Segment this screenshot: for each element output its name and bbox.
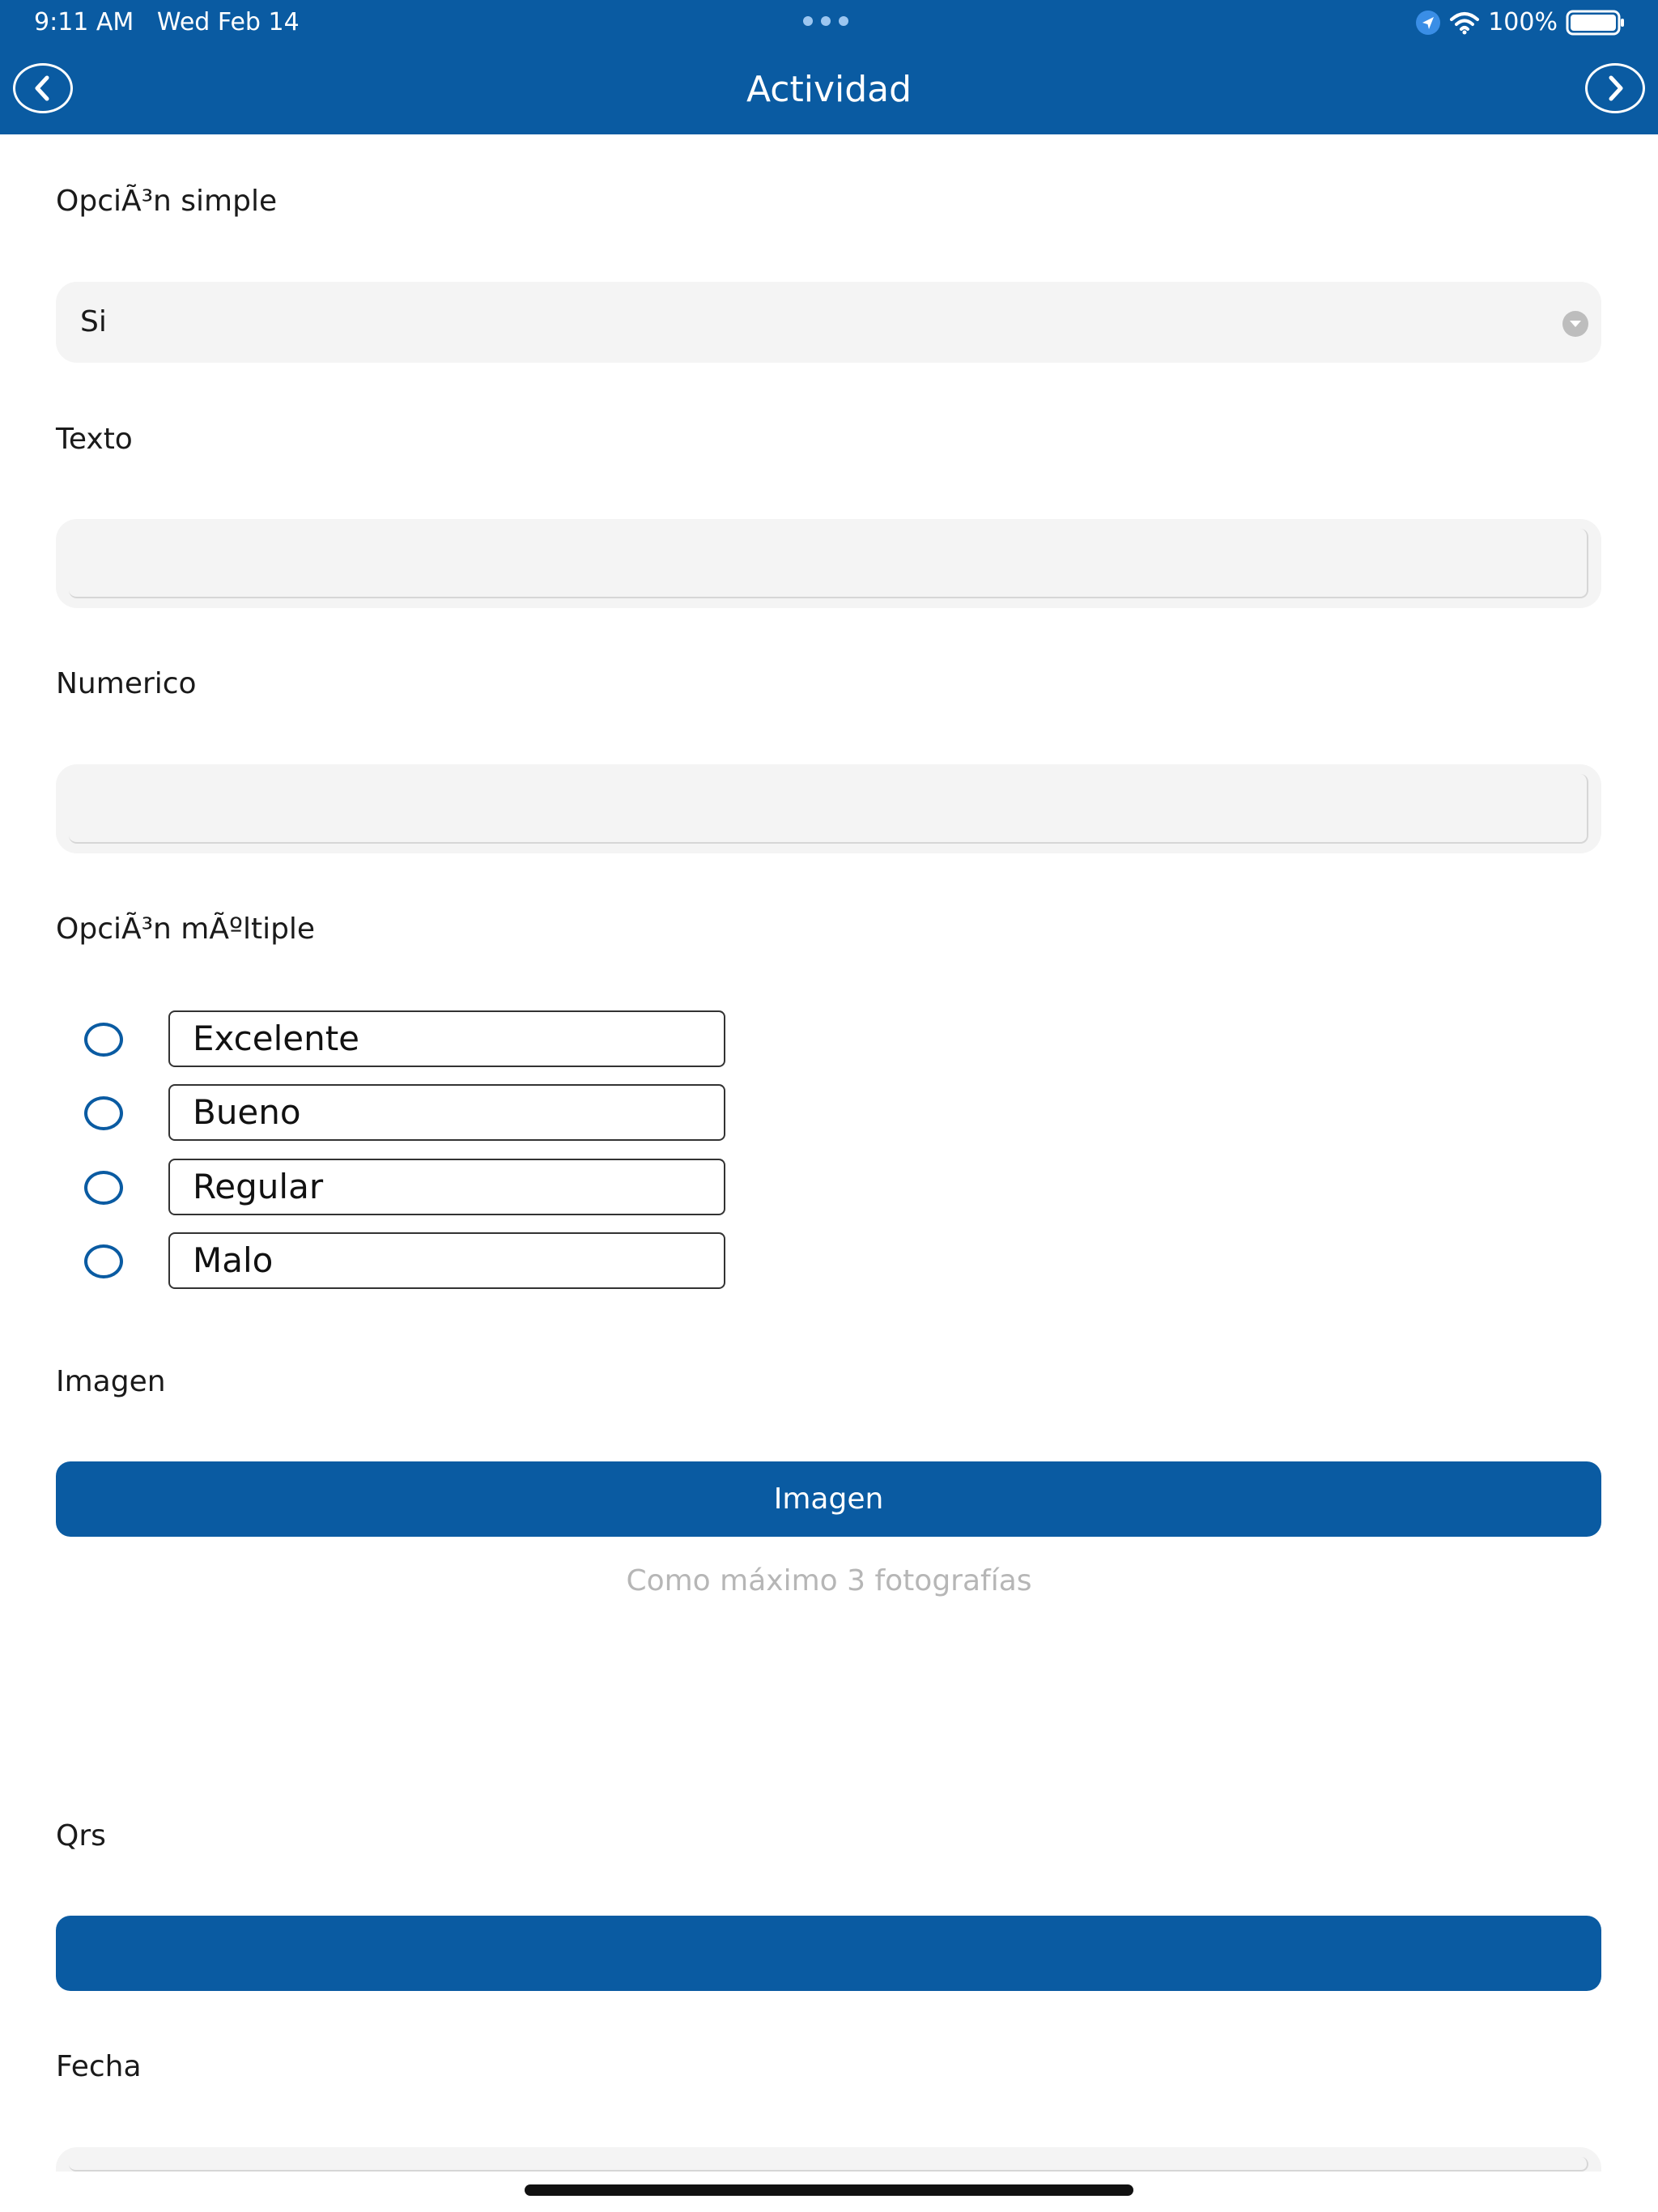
radio-button[interactable] (84, 1096, 123, 1130)
status-date: Wed Feb 14 (156, 8, 300, 36)
image-button[interactable]: Imagen (56, 1461, 1601, 1537)
simple-choice-label: OpciÃ³n simple (56, 185, 278, 218)
location-icon (1415, 10, 1441, 36)
date-input[interactable] (69, 2157, 1588, 2172)
forward-button[interactable] (1585, 63, 1645, 113)
option-label[interactable]: Regular (168, 1159, 725, 1215)
page-title: Actividad (746, 69, 912, 110)
option-label[interactable]: Malo (168, 1232, 725, 1289)
numeric-field[interactable] (56, 764, 1601, 853)
battery-icon (1566, 9, 1626, 36)
option-regular[interactable] (84, 1159, 732, 1215)
date-field[interactable] (56, 2147, 1601, 2172)
numeric-label: Numerico (56, 667, 197, 700)
text-label: Texto (56, 423, 133, 456)
status-indicators (1415, 8, 1626, 37)
image-label: Imagen (56, 1365, 166, 1398)
image-hint: Como máximo 3 fotografías (626, 1564, 1032, 1597)
home-indicator[interactable] (525, 2184, 1133, 2196)
multitasking-dots-icon[interactable] (803, 16, 848, 26)
option-malo[interactable] (84, 1232, 732, 1289)
status-time: 9:11 AM (34, 8, 134, 36)
chevron-down-icon (1562, 311, 1588, 337)
option-bueno[interactable] (84, 1084, 732, 1141)
text-input[interactable] (69, 529, 1588, 598)
battery-percentage: 100% (1488, 8, 1558, 36)
qrs-label: Qrs (56, 1819, 106, 1853)
multiple-choice-label: OpciÃ³n mÃºltiple (56, 912, 316, 946)
app-header (0, 0, 1658, 134)
wifi-icon (1449, 11, 1480, 35)
radio-button[interactable] (84, 1244, 123, 1278)
option-label[interactable]: Excelente (168, 1010, 725, 1067)
simple-choice-value: Si (80, 305, 107, 338)
option-label[interactable]: Bueno (168, 1084, 725, 1141)
status-time-date (34, 8, 300, 37)
radio-button[interactable] (84, 1171, 123, 1205)
date-label: Fecha (56, 2050, 142, 2083)
chevron-right-icon (1603, 74, 1627, 102)
option-excelente[interactable] (84, 1010, 732, 1067)
simple-choice-select[interactable] (56, 282, 1601, 363)
numeric-input[interactable] (69, 774, 1588, 844)
radio-button[interactable] (84, 1023, 123, 1057)
text-field[interactable] (56, 519, 1601, 608)
qrs-button[interactable] (56, 1916, 1601, 1991)
